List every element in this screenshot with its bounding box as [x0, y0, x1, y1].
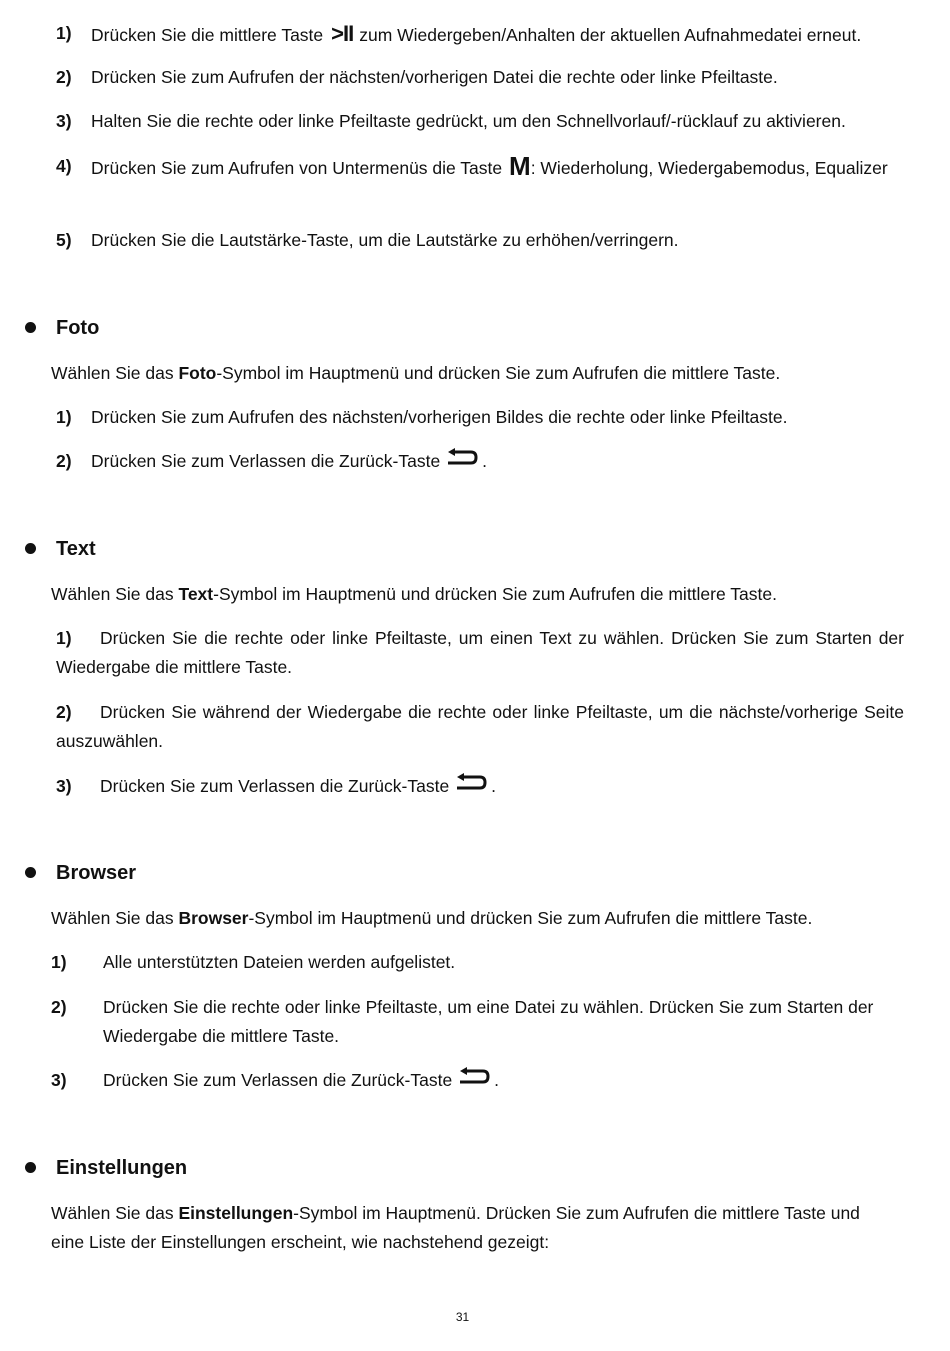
item-number: 3) [56, 111, 72, 131]
item-number: 2) [56, 702, 72, 722]
item-text: zum Wiedergeben/Anhalten der aktuellen Aufnahmedatei erneut. [359, 25, 862, 45]
item-number: 1) [51, 952, 67, 972]
section-intro: Wählen Sie das Foto-Symbol im Hauptmenü und drücken Sie zum Aufrufen die mittlere Taste. [51, 363, 781, 383]
item-text: Drücken Sie während der Wiedergabe die rechte oder linke Pfeiltaste, um die nächste/vorherige Seite auszuwählen. [56, 702, 904, 751]
item-text: Drücken Sie zum Verlassen die Zurück-Taste [100, 776, 450, 796]
item-text: Drücken Sie zum Verlassen die Zurück-Taste [103, 1070, 453, 1090]
bullet-icon [25, 543, 36, 554]
list-item [56, 63, 904, 92]
item-number: 4) [56, 156, 72, 176]
item-number: 2) [56, 67, 72, 87]
item-text: : Wiederholung, Wiedergabemodus, Equalizer [530, 158, 888, 178]
bullet-icon [25, 1162, 36, 1173]
section-heading-foto: Foto [56, 317, 100, 339]
list-item [56, 152, 904, 183]
item-text: Drücken Sie zum Aufrufen von Untermenüs die Taste [91, 158, 503, 178]
item-text: Drücken Sie zum Aufrufen des nächsten/vorherigen Bildes die rechte oder linke Pfeiltaste. [91, 407, 788, 427]
m-key-icon: M [509, 151, 531, 181]
item-number: 3) [51, 1070, 67, 1090]
item-text: Halten Sie die rechte oder linke Pfeiltaste gedrückt, um den Schnellvorlauf/-rücklauf zu aktivieren. [91, 111, 846, 131]
section-heading-einstellungen: Einstellungen [56, 1157, 188, 1179]
list-item [56, 19, 904, 50]
page-number: 31 [455, 1310, 470, 1324]
list-item [56, 624, 904, 682]
back-arrow-icon [444, 448, 478, 479]
item-text: Drücken Sie die mittlere Taste [91, 25, 324, 45]
list-item: 2) Drücken Sie zum Verlassen die Zurück-Taste . [56, 447, 904, 479]
bullet-icon [25, 322, 36, 333]
item-number: 1) [56, 628, 72, 648]
back-arrow-icon [456, 1067, 490, 1098]
section-intro: Wählen Sie das Text-Symbol im Hauptmenü und drücken Sie zum Aufrufen die mittlere Taste. [51, 584, 777, 604]
play-pause-icon: >II [331, 21, 354, 46]
list-item: 3) Drücken Sie zum Verlassen die Zurück-Taste . [56, 772, 904, 804]
item-number: 2) [56, 451, 72, 471]
list-item [56, 403, 904, 432]
list-item [56, 107, 904, 136]
back-arrow-icon [453, 773, 487, 804]
list-item [56, 226, 904, 255]
item-number: 5) [56, 230, 72, 250]
item-text: Drücken Sie die rechte oder linke Pfeiltaste, um einen Text zu wählen. Drücken Sie zum Starten der Wiedergabe die mittlere Taste. [56, 628, 904, 677]
item-number: 3) [56, 776, 72, 796]
section-heading-text: Text [56, 538, 96, 560]
item-text: Drücken Sie zum Aufrufen der nächsten/vorherigen Datei die rechte oder linke Pfeiltaste. [91, 67, 778, 87]
section-heading-browser: Browser [56, 862, 137, 884]
item-text: Drücken Sie zum Verlassen die Zurück-Taste [91, 451, 441, 471]
list-item [51, 948, 899, 977]
item-text: Alle unterstützten Dateien werden aufgelistet. [103, 952, 456, 972]
list-item [56, 698, 904, 756]
item-text: Drücken Sie die rechte oder linke Pfeiltaste, um eine Datei zu wählen. Drücken Sie zum Starten der Wiedergabe die mittlere Taste. [103, 997, 874, 1046]
section-intro: Wählen Sie das Einstellungen-Symbol im Hauptmenü. Drücken Sie zum Aufrufen die mittlere Taste und eine Liste der Einstellungen erscheint, wie nachstehend gezeigt: [51, 1203, 860, 1252]
list-item [51, 993, 899, 1051]
item-number: 1) [56, 23, 72, 43]
item-number: 2) [51, 997, 67, 1017]
item-number: 1) [56, 407, 72, 427]
bullet-icon [25, 867, 36, 878]
list-item: 3) Drücken Sie zum Verlassen die Zurück-Taste . [51, 1066, 899, 1098]
item-text: Drücken Sie die Lautstärke-Taste, um die Lautstärke zu erhöhen/verringern. [91, 230, 679, 250]
section-intro: Wählen Sie das Browser-Symbol im Hauptmenü und drücken Sie zum Aufrufen die mittlere Taste. [51, 908, 813, 928]
